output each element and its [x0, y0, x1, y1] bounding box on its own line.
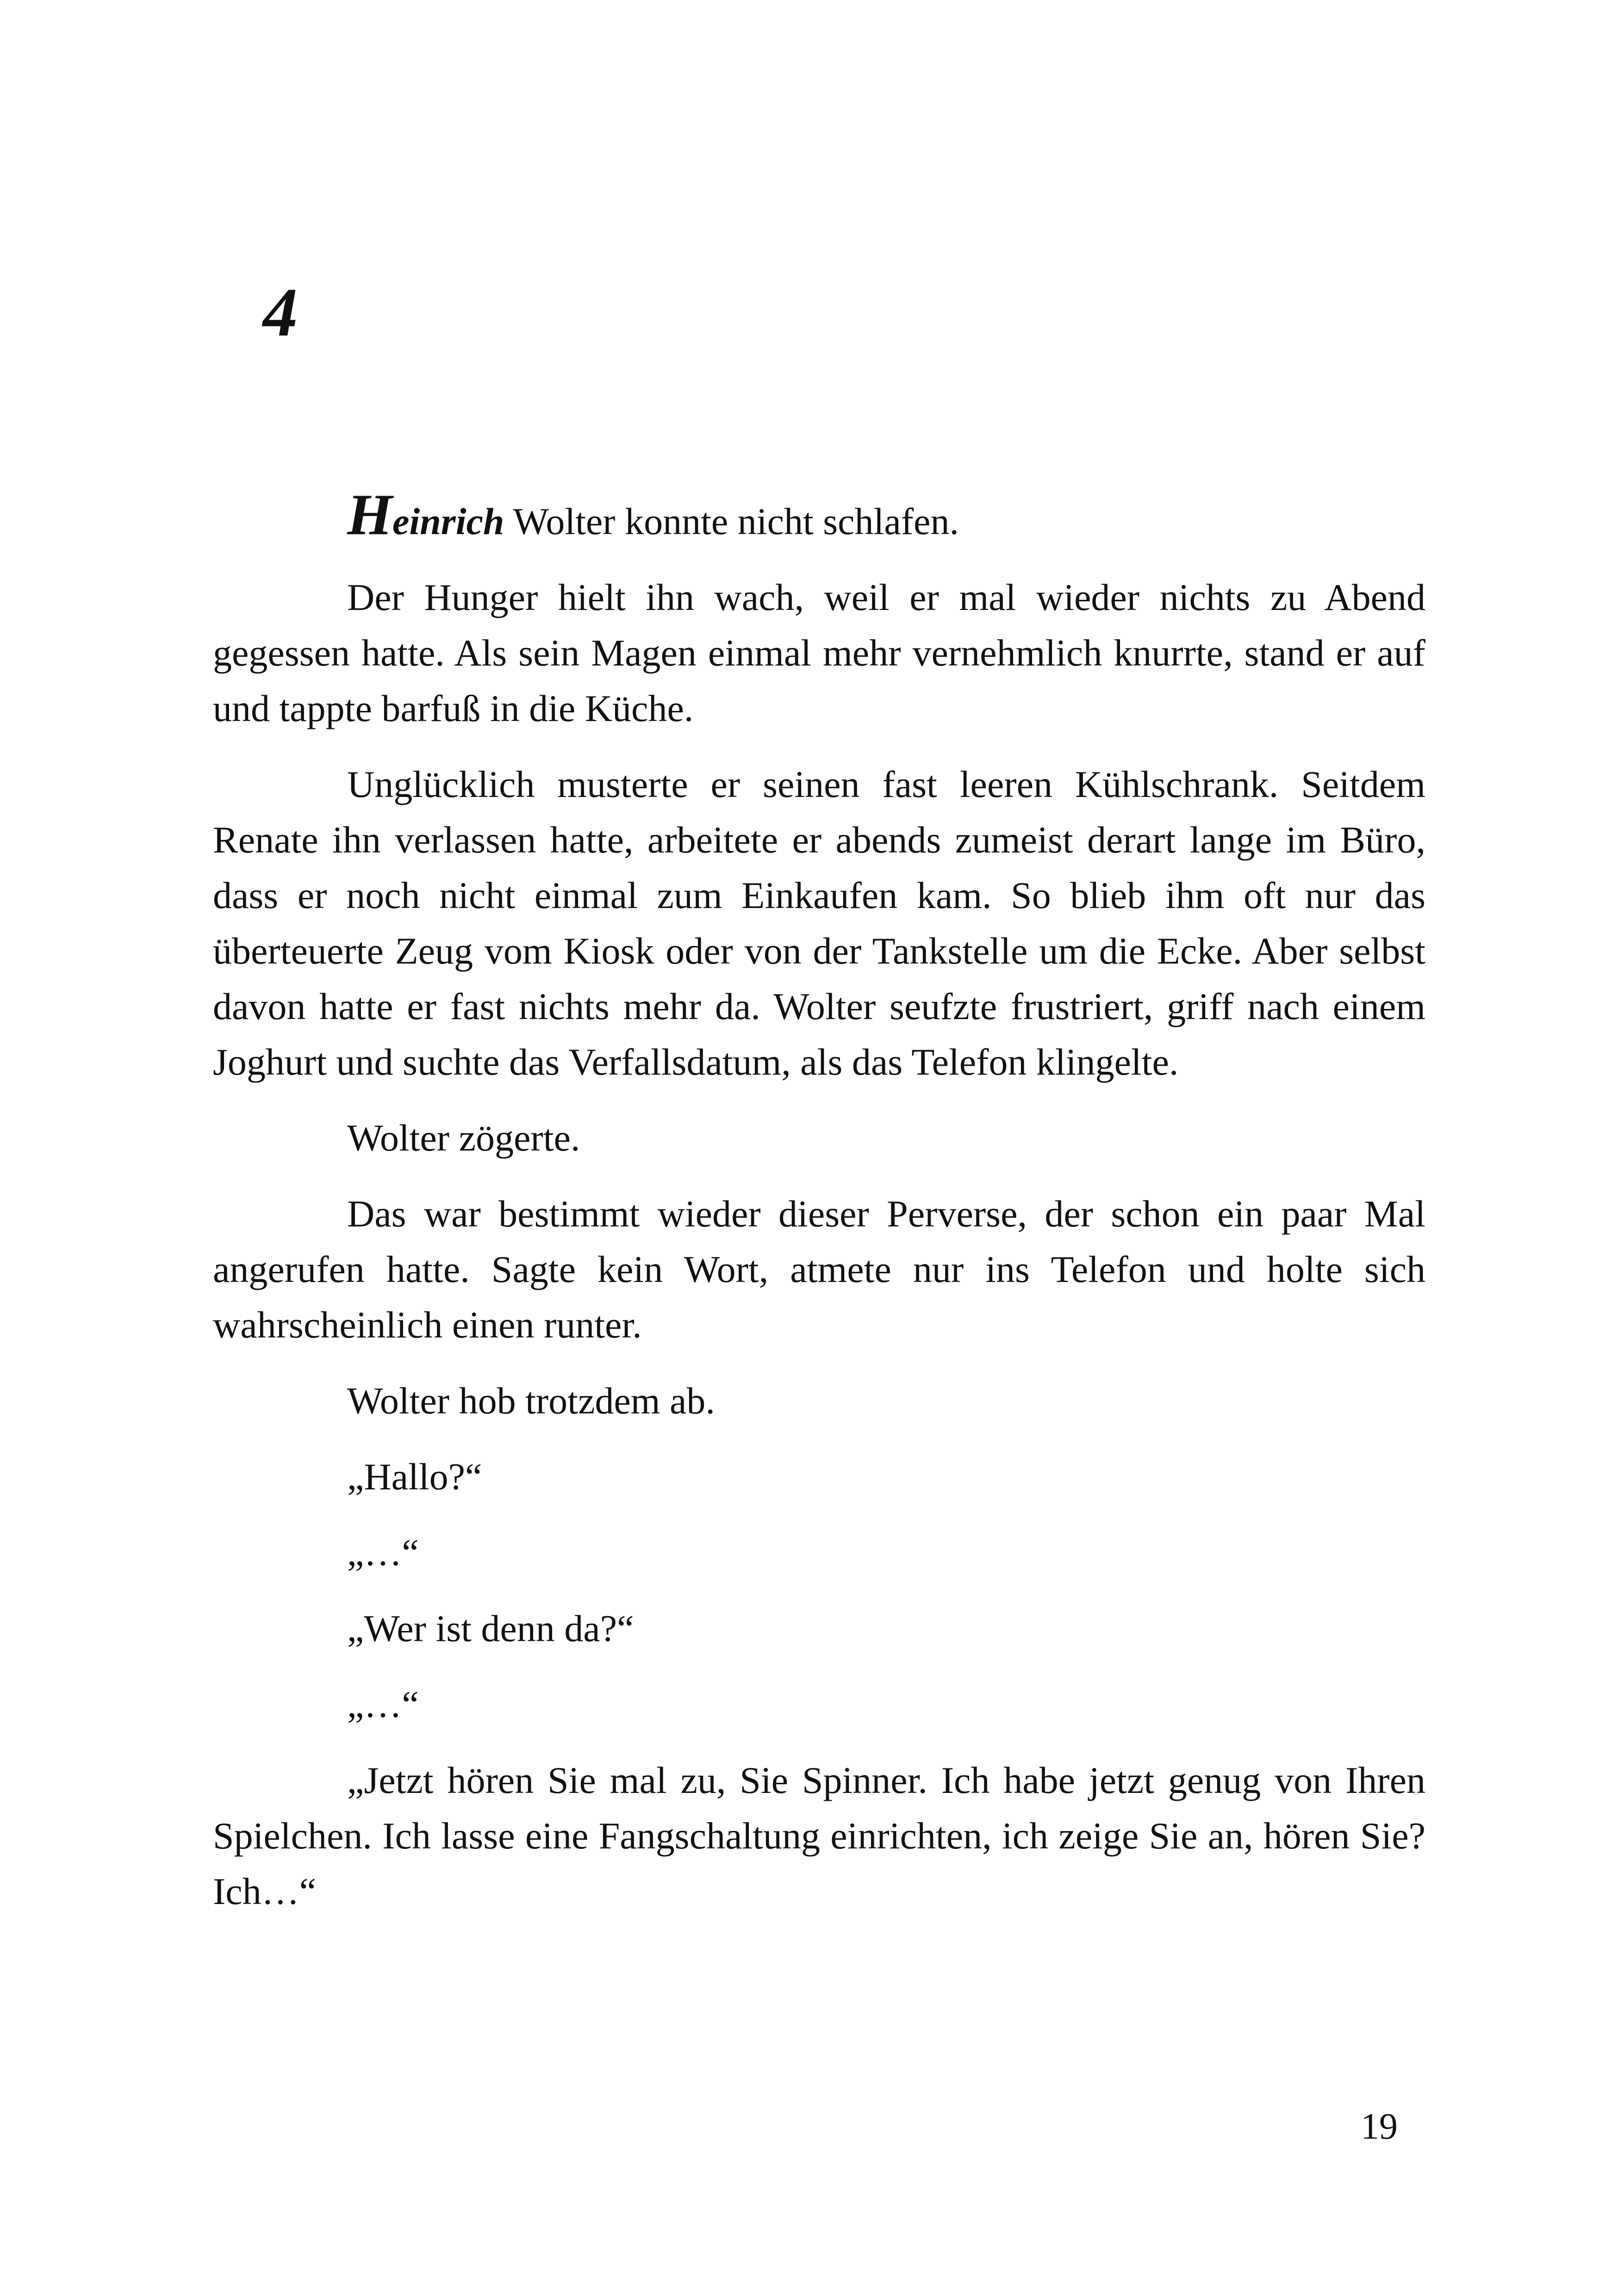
- opening-rest: Wolter konnte nicht schlafen.: [504, 500, 959, 542]
- dialogue-line: „…“: [347, 1531, 419, 1574]
- paragraph: Das war bestimmt wieder dieser Perverse, der schon ein paar Mal angerufen hatte. Sagte kein Wort, atmete nur ins Telefon und holte sich wahrscheinlich einen runter.: [213, 1193, 1425, 1346]
- paragraph: Wolter zögerte.: [347, 1117, 580, 1159]
- opening-first-word: [347, 483, 504, 547]
- paragraph: Der Hunger hielt ihn wach, weil er mal wieder nichts zu Abend gegessen hatte. Als sein Magen einmal mehr vernehmlich knurrte, stand er auf und tappte barfuß in die Küche.: [213, 576, 1425, 729]
- drop-initial: H: [347, 483, 393, 547]
- body-text: [213, 483, 1425, 1940]
- opening-paragraph: [213, 483, 1425, 549]
- dialogue-line: „Jetzt hören Sie mal zu, Sie Spinner. Ich habe jetzt genug von Ihren Spielchen. Ich lasse eine Fangschaltung einrichten, ich zeige Sie an, hören Sie? Ich…“: [213, 1759, 1425, 1912]
- first-word-rest: einrich: [392, 500, 504, 542]
- dialogue-line: „…“: [347, 1683, 419, 1725]
- dialogue-line: „Hallo?“: [347, 1456, 482, 1498]
- paragraph: Unglücklich musterte er seinen fast leeren Kühlschrank. Seitdem Renate ihn verlassen hatte, arbeitete er abends zumeist derart lange im Büro, dass er noch nicht einmal zum Einkaufen kam. So blieb ihm oft nur das überteuerte Zeug vom Kiosk oder von der Tankstelle um die Ecke. Aber selbst davon hatte er fast nichts mehr da. Wolter seufzte frustriert, griff nach einem Joghurt und suchte das Verfallsdatum, als das Telefon klingelte.: [213, 763, 1425, 1083]
- dialogue-line: „Wer ist denn da?“: [347, 1607, 634, 1649]
- chapter-number: 4: [263, 274, 298, 351]
- page-number: 19: [1361, 2106, 1398, 2147]
- paragraph: Wolter hob trotzdem ab.: [347, 1380, 715, 1422]
